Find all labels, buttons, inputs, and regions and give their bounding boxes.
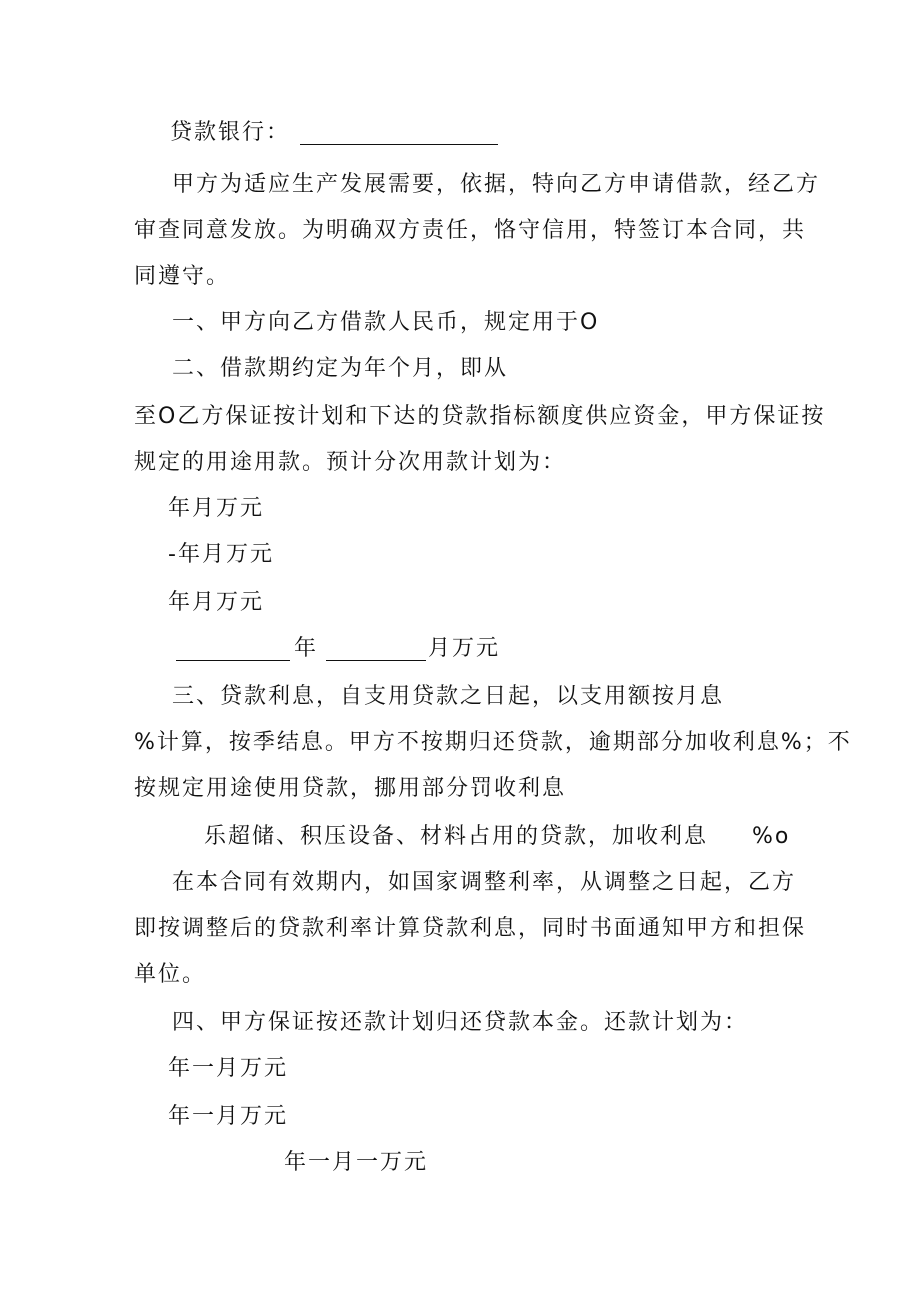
repay-plan-item-1: 年一月万元	[168, 1056, 289, 1081]
use-plan-item-3: 年月万元	[168, 590, 265, 615]
clause-2-line-2: 至O乙方保证按计划和下达的贷款指标额度供应资金，甲方保证按	[134, 404, 826, 429]
bank-field-row	[170, 118, 290, 148]
use-plan-item-4-blank-2	[326, 660, 426, 661]
preamble-line-3: 同遵守。	[134, 264, 231, 289]
clause-4-line-1: 四、甲方保证按还款计划归还贷款本金。还款计划为：	[172, 1010, 749, 1035]
clause-3-line-3: 按规定用途使用贷款，挪用部分罚收利息	[134, 776, 567, 801]
use-plan-item-1: 年月万元	[168, 496, 265, 521]
use-plan-item-2: -年月万元	[168, 542, 274, 567]
clause-1: 一、甲方向乙方借款人民币，规定用于O	[172, 310, 600, 335]
clause-3-line-4: 乐超储、积压设备、材料占用的贷款，加收利息	[204, 824, 709, 849]
repay-plan-item-3: 年一月一万元	[284, 1150, 429, 1175]
bank-label: 贷款银行：	[170, 120, 291, 145]
repay-plan-item-2: 年一月万元	[168, 1104, 289, 1129]
preamble-line-1: 甲方为适应生产发展需要，依据，特向乙方申请借款，经乙方	[172, 172, 821, 197]
use-plan-item-4-rest: 月万元	[428, 636, 501, 661]
clause-3-line-5: 在本合同有效期内，如国家调整利率，从调整之日起，乙方	[172, 870, 797, 895]
bank-blank-underline	[300, 144, 498, 145]
clause-3-line-1: 三、贷款利息，自支用贷款之日起，以支用额按月息	[172, 684, 725, 709]
use-plan-item-4-blank-1	[176, 660, 290, 661]
clause-3-line-6: 即按调整后的贷款利率计算贷款利息，同时书面通知甲方和担保	[134, 916, 807, 941]
clause-2-line-1: 二、借款期约定为年个月，即从	[172, 356, 509, 381]
clause-3-line-2: %计算，按季结息。甲方不按期归还贷款，逾期部分加收利息%；不	[134, 730, 852, 755]
clause-3-line-4-suffix: %o	[752, 824, 791, 849]
clause-3-line-7: 单位。	[134, 962, 207, 987]
use-plan-item-4-year: 年	[294, 636, 319, 661]
preamble-line-2: 审查同意发放。为明确双方责任，恪守信用，特签订本合同，共	[134, 218, 807, 243]
clause-2-line-3: 规定的用途用款。预计分次用款计划为：	[134, 450, 567, 475]
